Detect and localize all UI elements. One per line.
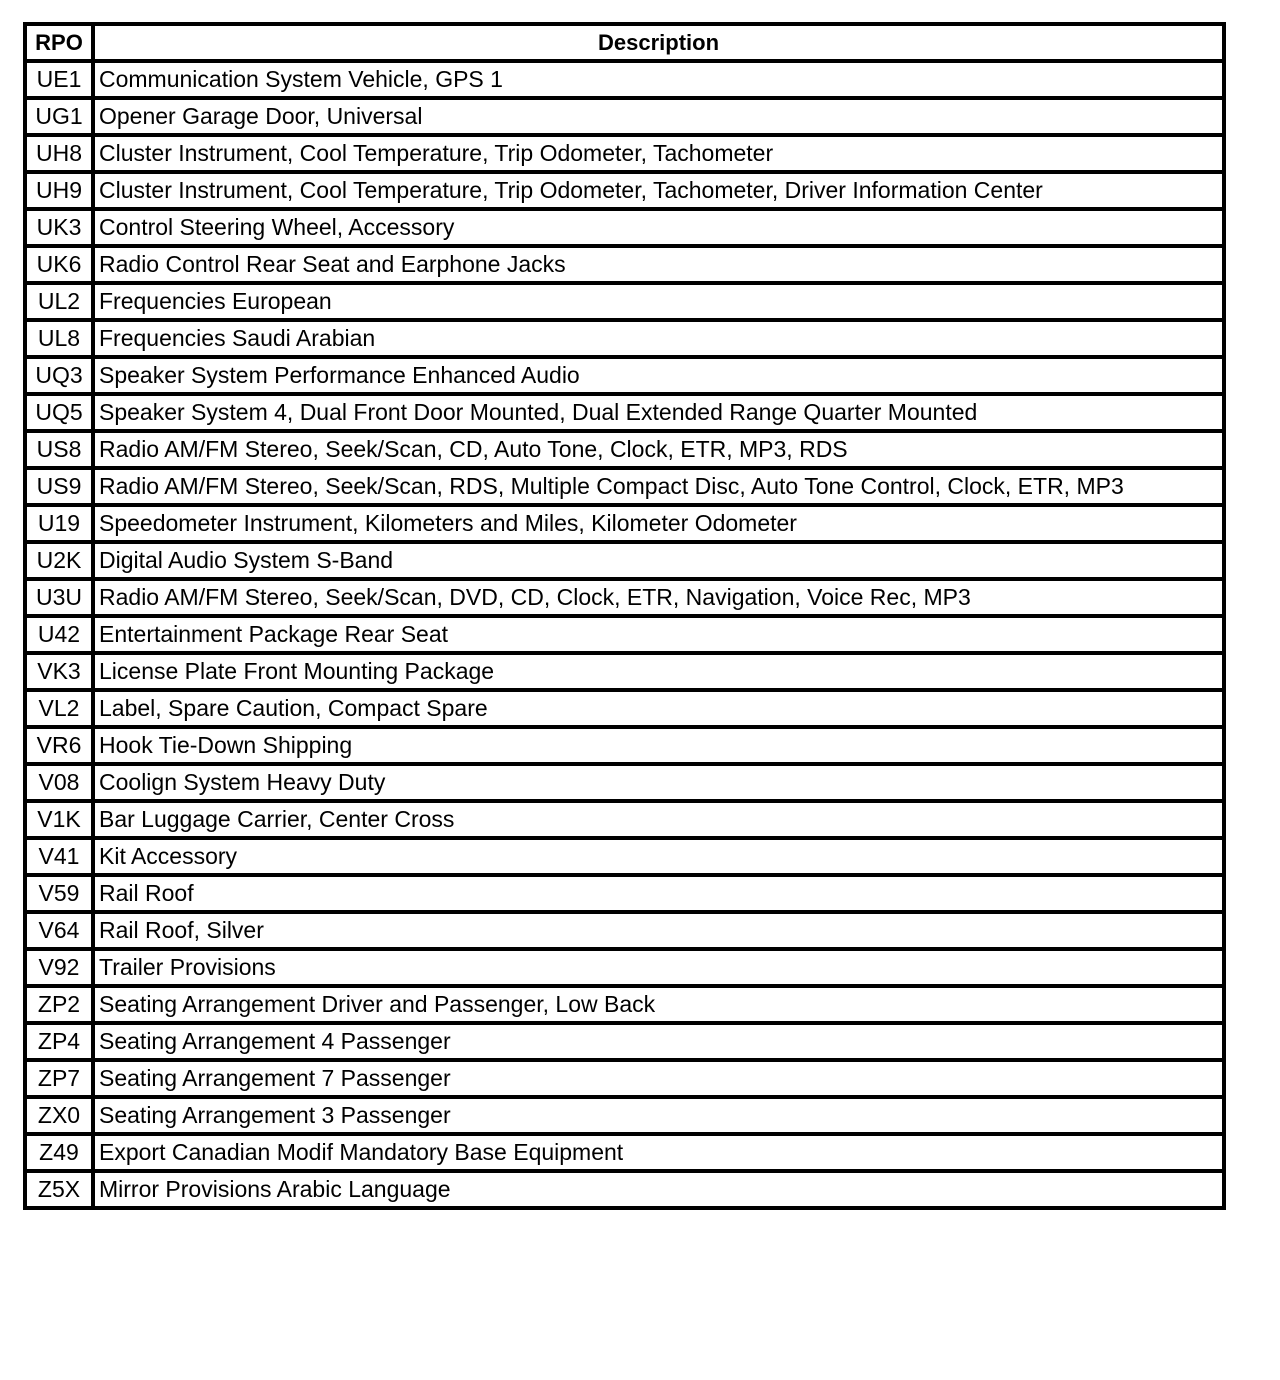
- table-row: [25, 653, 1224, 690]
- description-cell: Bar Luggage Carrier, Center Cross: [93, 801, 1224, 838]
- table-row: [25, 320, 1224, 357]
- description-cell: Seating Arrangement 3 Passenger: [93, 1097, 1224, 1134]
- description-cell: Speaker System Performance Enhanced Audio: [93, 357, 1224, 394]
- table-row: [25, 616, 1224, 653]
- table-row: [25, 1171, 1224, 1208]
- table-row: [25, 801, 1224, 838]
- table-row: [25, 838, 1224, 875]
- table-row: [25, 61, 1224, 98]
- rpo-table: [23, 22, 1226, 1210]
- rpo-code-cell: UE1: [25, 61, 93, 98]
- description-cell: Radio AM/FM Stereo, Seek/Scan, DVD, CD, Clock, ETR, Navigation, Voice Rec, MP3: [93, 579, 1224, 616]
- rpo-code-cell: U3U: [25, 579, 93, 616]
- description-cell: Frequencies European: [93, 283, 1224, 320]
- description-cell: Radio AM/FM Stereo, Seek/Scan, CD, Auto Tone, Clock, ETR, MP3, RDS: [93, 431, 1224, 468]
- rpo-code-cell: VR6: [25, 727, 93, 764]
- table-row: [25, 431, 1224, 468]
- table-header-row: [25, 24, 1224, 61]
- table-row: [25, 1023, 1224, 1060]
- description-cell: Mirror Provisions Arabic Language: [93, 1171, 1224, 1208]
- description-cell: Seating Arrangement 4 Passenger: [93, 1023, 1224, 1060]
- rpo-code-cell: V92: [25, 949, 93, 986]
- table-row: [25, 1134, 1224, 1171]
- rpo-code-cell: V41: [25, 838, 93, 875]
- table-row: [25, 283, 1224, 320]
- description-cell: Frequencies Saudi Arabian: [93, 320, 1224, 357]
- table-row: [25, 1060, 1224, 1097]
- rpo-code-cell: V59: [25, 875, 93, 912]
- table-row: [25, 1097, 1224, 1134]
- description-cell: Export Canadian Modif Mandatory Base Equipment: [93, 1134, 1224, 1171]
- rpo-code-cell: UQ5: [25, 394, 93, 431]
- rpo-code-cell: UL8: [25, 320, 93, 357]
- table-row: [25, 912, 1224, 949]
- table-row: [25, 875, 1224, 912]
- description-cell: Label, Spare Caution, Compact Spare: [93, 690, 1224, 727]
- rpo-code-cell: UH8: [25, 135, 93, 172]
- description-cell: Cluster Instrument, Cool Temperature, Trip Odometer, Tachometer: [93, 135, 1224, 172]
- rpo-code-cell: UK6: [25, 246, 93, 283]
- table-row: [25, 542, 1224, 579]
- table-row: [25, 394, 1224, 431]
- table-row: [25, 690, 1224, 727]
- rpo-code-cell: UK3: [25, 209, 93, 246]
- description-cell: Hook Tie-Down Shipping: [93, 727, 1224, 764]
- rpo-code-cell: V1K: [25, 801, 93, 838]
- rpo-code-cell: UG1: [25, 98, 93, 135]
- rpo-code-cell: V08: [25, 764, 93, 801]
- table-row: [25, 949, 1224, 986]
- rpo-code-cell: UH9: [25, 172, 93, 209]
- table-row: [25, 764, 1224, 801]
- table-body: [25, 61, 1224, 1208]
- rpo-code-cell: ZP2: [25, 986, 93, 1023]
- rpo-code-cell: ZX0: [25, 1097, 93, 1134]
- description-cell: Entertainment Package Rear Seat: [93, 616, 1224, 653]
- rpo-code-cell: Z5X: [25, 1171, 93, 1208]
- description-cell: Speedometer Instrument, Kilometers and Miles, Kilometer Odometer: [93, 505, 1224, 542]
- rpo-code-cell: UL2: [25, 283, 93, 320]
- description-cell: Seating Arrangement Driver and Passenger, Low Back: [93, 986, 1224, 1023]
- description-cell: License Plate Front Mounting Package: [93, 653, 1224, 690]
- rpo-code-cell: VK3: [25, 653, 93, 690]
- description-cell: Trailer Provisions: [93, 949, 1224, 986]
- description-cell: Radio Control Rear Seat and Earphone Jacks: [93, 246, 1224, 283]
- rpo-code-cell: V64: [25, 912, 93, 949]
- rpo-code-cell: U2K: [25, 542, 93, 579]
- table-row: [25, 986, 1224, 1023]
- rpo-code-cell: US9: [25, 468, 93, 505]
- rpo-code-cell: VL2: [25, 690, 93, 727]
- description-cell: Seating Arrangement 7 Passenger: [93, 1060, 1224, 1097]
- description-cell: Rail Roof: [93, 875, 1224, 912]
- description-cell: Kit Accessory: [93, 838, 1224, 875]
- table-row: [25, 98, 1224, 135]
- description-cell: Opener Garage Door, Universal: [93, 98, 1224, 135]
- description-cell: Rail Roof, Silver: [93, 912, 1224, 949]
- description-cell: Control Steering Wheel, Accessory: [93, 209, 1224, 246]
- description-cell: Speaker System 4, Dual Front Door Mounted, Dual Extended Range Quarter Mounted: [93, 394, 1224, 431]
- table-row: [25, 246, 1224, 283]
- table-row: [25, 209, 1224, 246]
- table-row: [25, 357, 1224, 394]
- table-row: [25, 727, 1224, 764]
- table-row: [25, 468, 1224, 505]
- rpo-code-cell: ZP7: [25, 1060, 93, 1097]
- table-row: [25, 505, 1224, 542]
- table-row: [25, 135, 1224, 172]
- description-cell: Coolign System Heavy Duty: [93, 764, 1224, 801]
- table-row: [25, 172, 1224, 209]
- rpo-code-cell: UQ3: [25, 357, 93, 394]
- rpo-column-header: RPO: [25, 24, 93, 61]
- description-cell: Radio AM/FM Stereo, Seek/Scan, RDS, Multiple Compact Disc, Auto Tone Control, Clock, ETR, MP3: [93, 468, 1224, 505]
- rpo-code-cell: U19: [25, 505, 93, 542]
- description-cell: Cluster Instrument, Cool Temperature, Trip Odometer, Tachometer, Driver Information Center: [93, 172, 1224, 209]
- rpo-code-cell: ZP4: [25, 1023, 93, 1060]
- rpo-code-cell: U42: [25, 616, 93, 653]
- description-column-header: Description: [93, 24, 1224, 61]
- rpo-code-cell: US8: [25, 431, 93, 468]
- rpo-code-cell: Z49: [25, 1134, 93, 1171]
- description-cell: Communication System Vehicle, GPS 1: [93, 61, 1224, 98]
- description-cell: Digital Audio System S-Band: [93, 542, 1224, 579]
- table-row: [25, 579, 1224, 616]
